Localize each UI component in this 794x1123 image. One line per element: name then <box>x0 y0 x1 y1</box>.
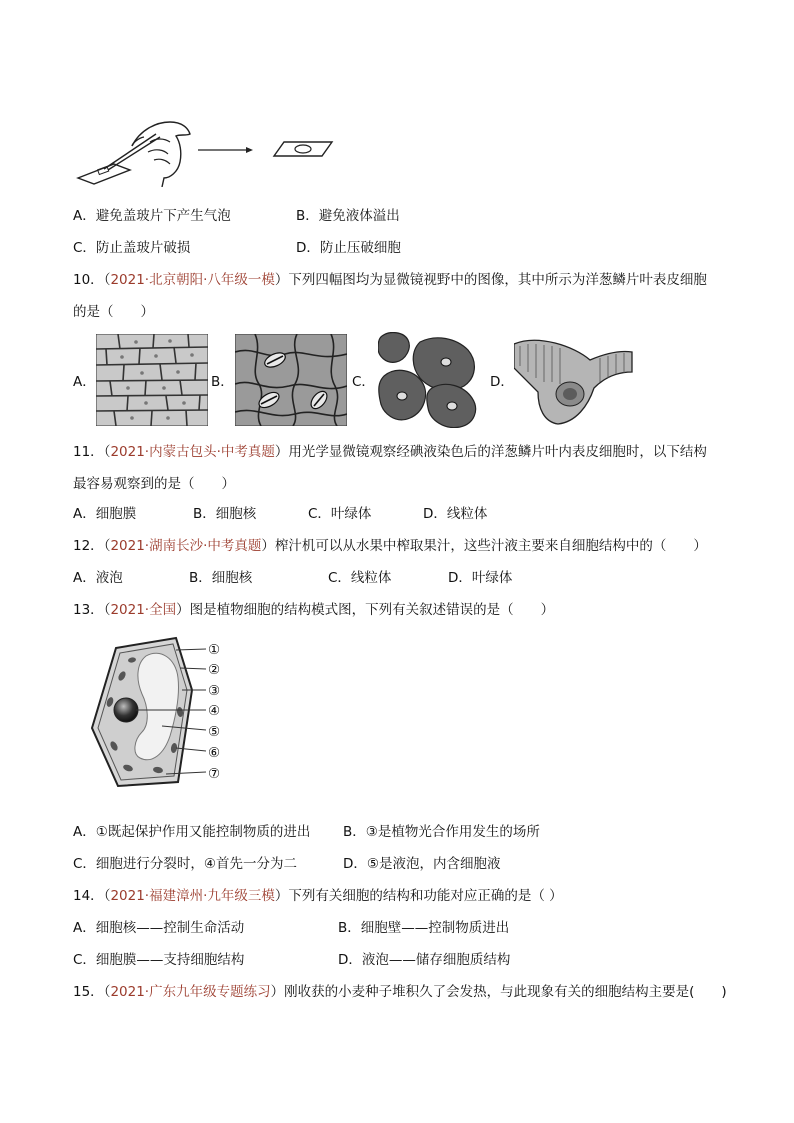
q9-option-a: A．避免盖玻片下产生气泡 <box>73 208 231 224</box>
q14-stem: 14．（2021·福建漳州·九年级三模）下列有关细胞的结构和功能对应正确的是（ ） <box>73 888 563 904</box>
q10-label-a: A． <box>73 374 96 390</box>
q11-stem-line1: 11．（2021·内蒙古包头·中考真题）用光学显微镜观察经碘液染色后的洋葱鳞片叶内表皮细胞时，以下结构 <box>73 444 707 460</box>
q11-option-c: C．叶绿体 <box>308 506 372 522</box>
question-stem: 下列有关细胞的结构和功能对应正确的是（ ） <box>288 888 563 904</box>
q12-option-c: C．线粒体 <box>328 570 392 586</box>
question-source: 2021·广东九年级专题练习 <box>110 984 271 1000</box>
q12-option-a: A．液泡 <box>73 570 123 586</box>
question-source: 2021·内蒙古包头·中考真题 <box>110 444 275 460</box>
q11-option-d: D．线粒体 <box>423 506 488 522</box>
question-number: 14． <box>73 888 104 904</box>
micrograph-leaf-section <box>514 332 634 428</box>
q13-stem: 13．（2021·全国）图是植物细胞的结构模式图，下列有关叙述错误的是（ ） <box>73 602 555 618</box>
q10-stem-line1: 10．（2021·北京朝阳·八年级一模）下列四幅图均为显微镜视野中的图像，其中所示为洋葱鳞片叶表皮细胞 <box>73 272 707 288</box>
question-number: 10． <box>73 272 104 288</box>
cell-marker-5: ⑤ <box>208 724 221 740</box>
q11-option-b: B．细胞核 <box>193 506 257 522</box>
question-source: 2021·全国 <box>110 602 177 618</box>
q9-option-c: C．防止盖玻片破损 <box>73 240 191 256</box>
question-number: 13． <box>73 602 104 618</box>
plant-cell-diagram <box>88 636 268 788</box>
cell-marker-2: ② <box>208 662 221 678</box>
micrograph-stomata <box>235 334 347 426</box>
question-number: 15． <box>73 984 104 1000</box>
q12-option-b: B．细胞核 <box>189 570 253 586</box>
question-stem: 用光学显微镜观察经碘液染色后的洋葱鳞片叶内表皮细胞时，以下结构 <box>288 444 707 460</box>
q10-label-c: C． <box>352 374 375 390</box>
coverslip-illustration <box>70 112 340 187</box>
q13-option-a: A．①既起保护作用又能控制物质的进出 <box>73 824 311 840</box>
q12-option-d: D．叶绿体 <box>448 570 513 586</box>
q9-option-b: B．避免液体溢出 <box>296 208 400 224</box>
question-stem: 榨汁机可以从水果中榨取果汁，这些汁液主要来自细胞结构中的（ ） <box>274 538 707 554</box>
question-number: 11． <box>73 444 104 460</box>
question-source: 2021·福建漳州·九年级三模 <box>110 888 275 904</box>
question-stem: 下列四幅图均为显微镜视野中的图像，其中所示为洋葱鳞片叶表皮细胞 <box>288 272 707 288</box>
question-source: 2021·北京朝阳·八年级一模 <box>110 272 275 288</box>
q12-stem: 12．（2021·湖南长沙·中考真题）榨汁机可以从水果中榨取果汁，这些汁液主要来自细胞结构中的（ ） <box>73 538 707 554</box>
q13-option-c: C．细胞进行分裂时，④首先一分为二 <box>73 856 298 872</box>
q10-label-d: D． <box>490 374 514 390</box>
q11-option-a: A．细胞膜 <box>73 506 137 522</box>
q14-option-b: B．细胞壁——控制物质进出 <box>338 920 510 936</box>
cell-marker-7: ⑦ <box>208 766 221 782</box>
q15-stem: 15．（2021·广东九年级专题练习）刚收获的小麦种子堆积久了会发热，与此现象有关的细胞结构主要是( ) <box>73 984 727 1000</box>
micrograph-epithelial-cells <box>378 332 486 428</box>
q14-option-c: C．细胞膜——支持细胞结构 <box>73 952 245 968</box>
question-stem: 刚收获的小麦种子堆积久了会发热，与此现象有关的细胞结构主要是( ) <box>284 984 727 1000</box>
q9-option-d: D．防止压破细胞 <box>296 240 401 256</box>
question-number: 12． <box>73 538 104 554</box>
q14-option-d: D．液泡——储存细胞质结构 <box>338 952 511 968</box>
micrograph-onion-epidermis <box>96 334 208 426</box>
cell-marker-4: ④ <box>208 703 221 719</box>
q14-option-a: A．细胞核——控制生命活动 <box>73 920 245 936</box>
cell-marker-1: ① <box>208 642 221 658</box>
q10-label-b: B． <box>211 374 234 390</box>
cell-marker-6: ⑥ <box>208 745 221 761</box>
q11-stem-line2: 最容易观察到的是（ ） <box>73 476 235 492</box>
q13-option-d: D．⑤是液泡，内含细胞液 <box>343 856 501 872</box>
q10-stem-line2: 的是（ ） <box>73 304 154 320</box>
question-source: 2021·湖南长沙·中考真题 <box>110 538 262 554</box>
q13-option-b: B．③是植物光合作用发生的场所 <box>343 824 540 840</box>
cell-marker-3: ③ <box>208 683 221 699</box>
question-stem: 图是植物细胞的结构模式图，下列有关叙述错误的是（ ） <box>189 602 555 618</box>
